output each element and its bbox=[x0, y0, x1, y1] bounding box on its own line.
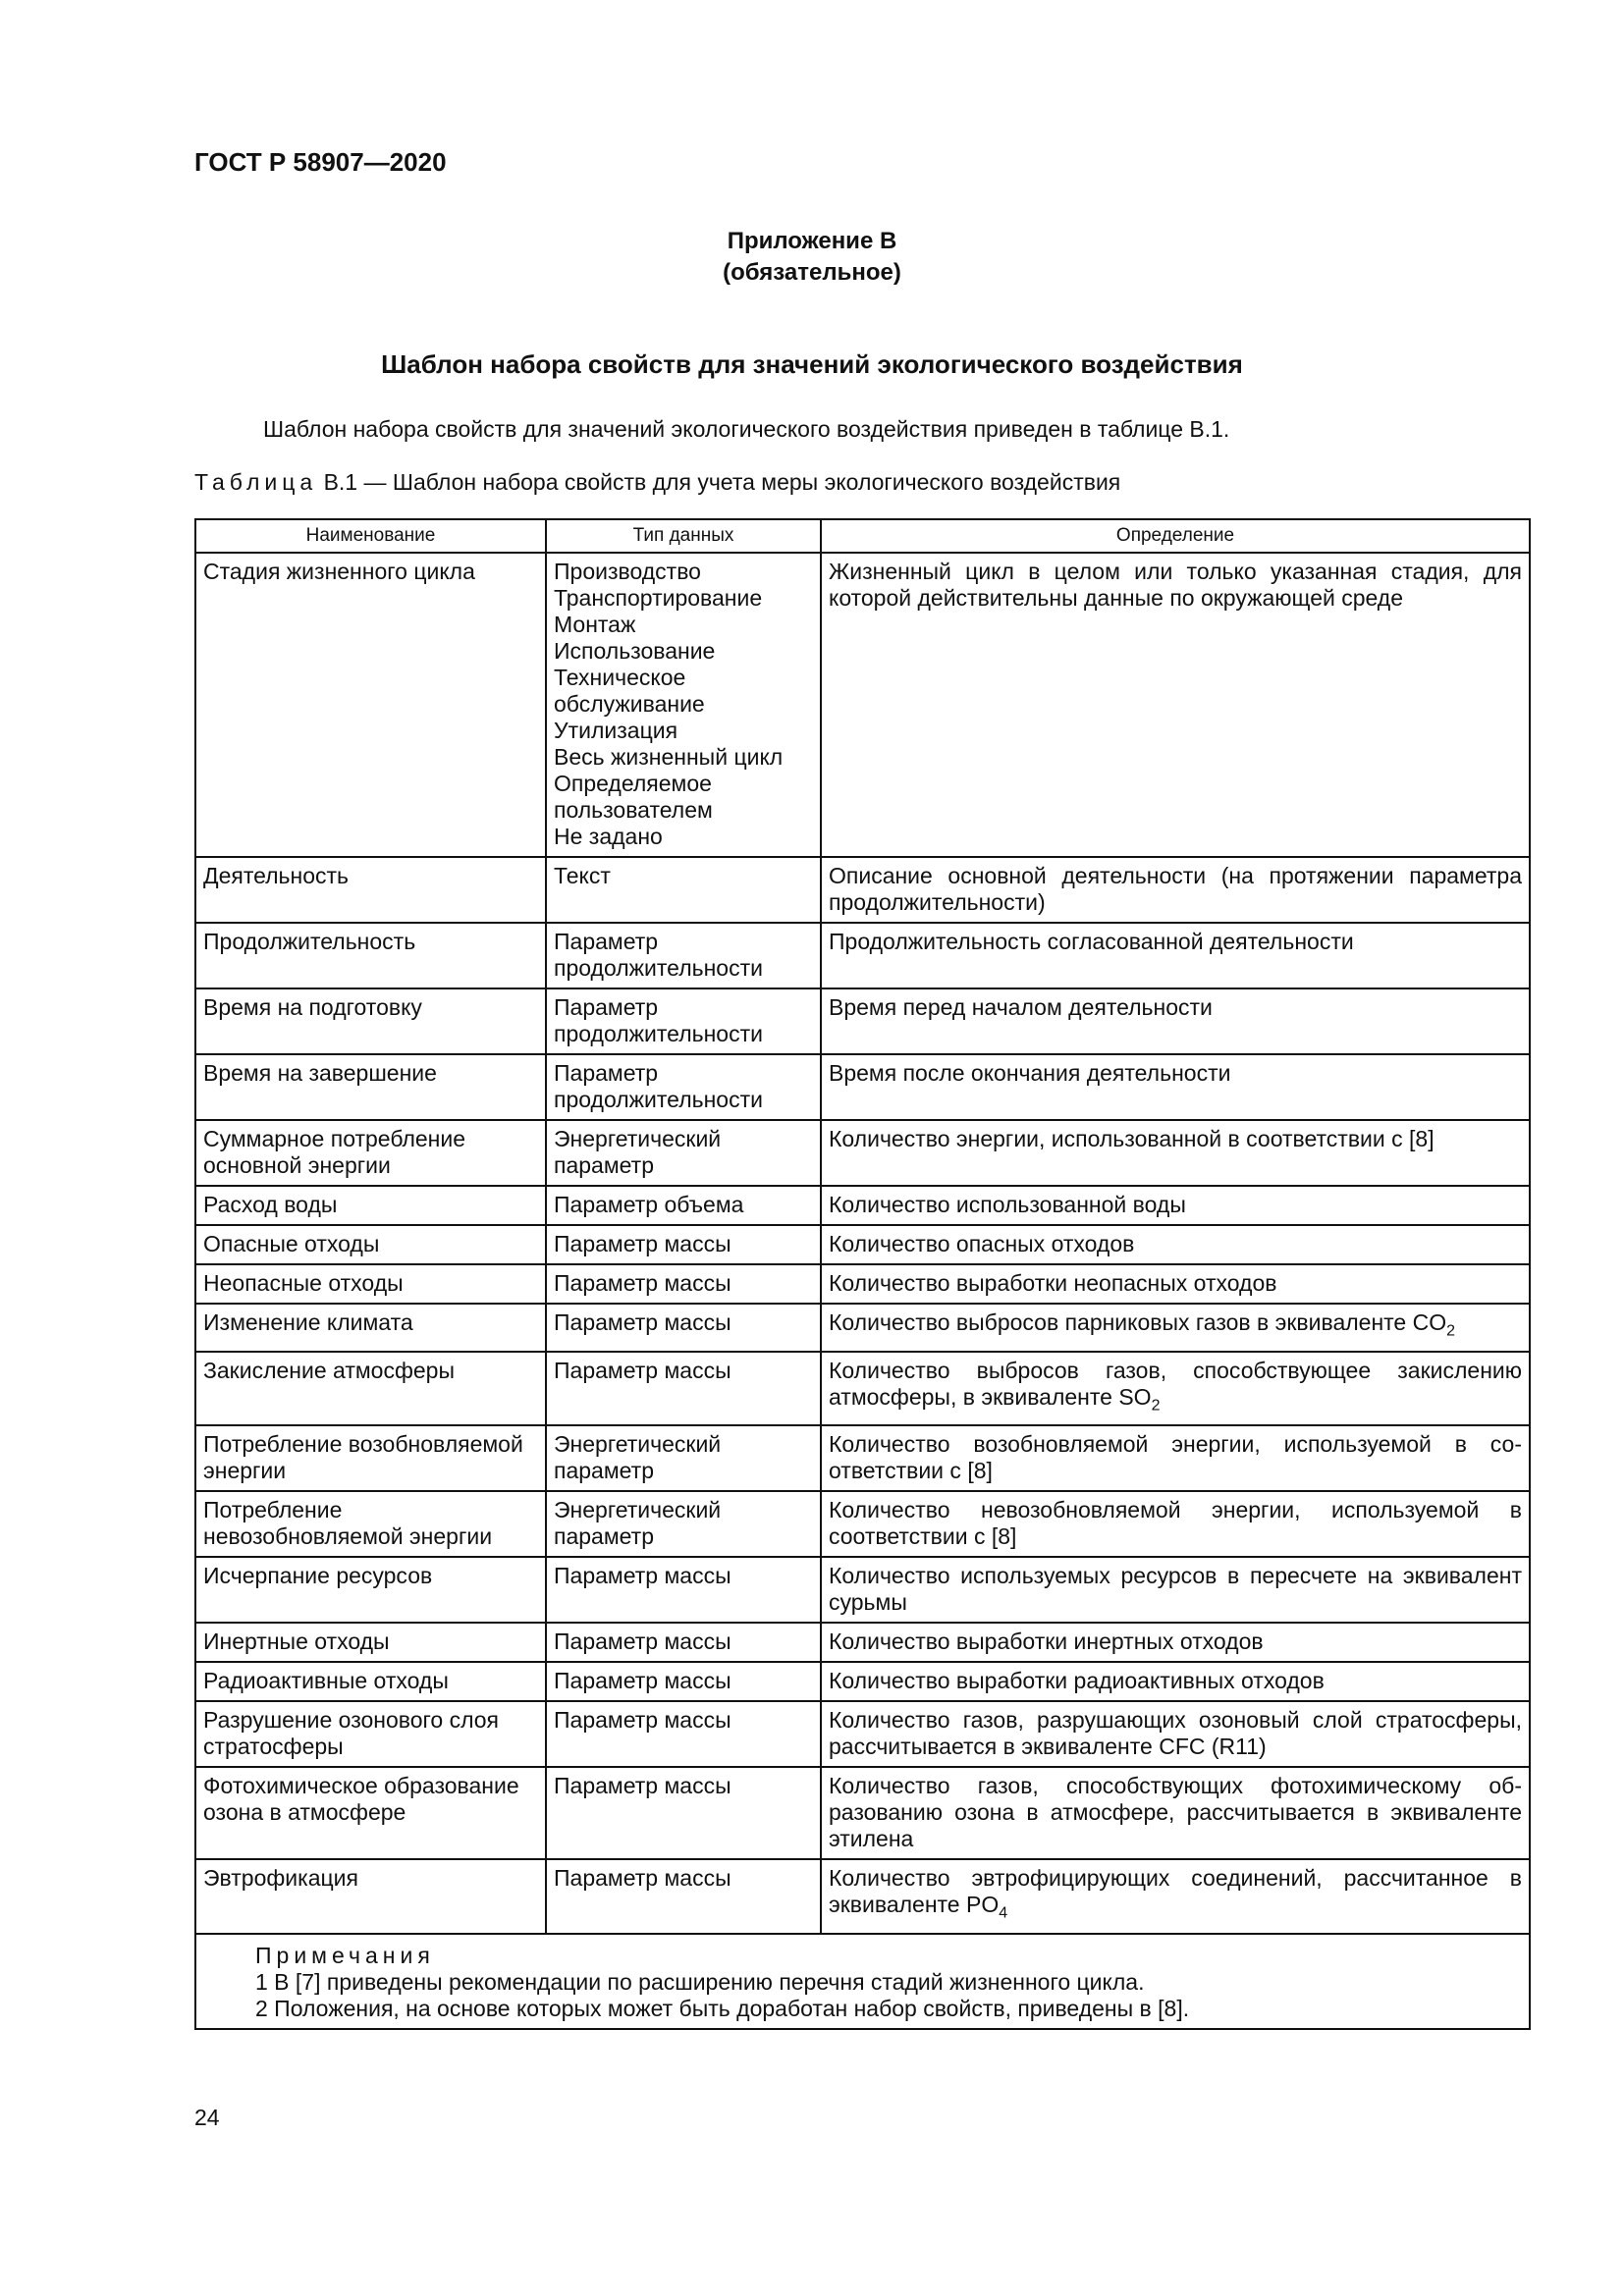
type-line: параметр bbox=[554, 1523, 654, 1550]
table-row bbox=[195, 1425, 1530, 1491]
type-line: Транспортирование bbox=[554, 585, 763, 611]
definition-text: Количество возобновляемой энергии, используемой в соответствии с [8] bbox=[829, 1431, 1522, 1484]
cell-type bbox=[546, 923, 821, 988]
cell-definition bbox=[821, 1225, 1530, 1264]
cell-name: Изменение климата bbox=[195, 1304, 546, 1352]
table-row bbox=[195, 1623, 1530, 1662]
type-line: Параметр массы bbox=[554, 1270, 731, 1296]
cell-definition bbox=[821, 988, 1530, 1054]
cell-type bbox=[546, 1491, 821, 1557]
cell-type bbox=[546, 1186, 821, 1225]
cell-type bbox=[546, 1120, 821, 1186]
table-row bbox=[195, 1304, 1530, 1352]
cell-type bbox=[546, 1557, 821, 1623]
cell-definition bbox=[821, 1304, 1530, 1352]
cell-name: Потребление невозобновляемой энергии bbox=[195, 1491, 546, 1557]
table-row bbox=[195, 1225, 1530, 1264]
type-line: продолжительности bbox=[554, 1021, 763, 1046]
properties-table bbox=[194, 518, 1531, 2030]
type-line: Производство bbox=[554, 559, 701, 584]
notes-row bbox=[195, 1934, 1530, 2029]
definition-text: Количество невозобновляемой энергии, используемой в соответствии с [8] bbox=[829, 1497, 1522, 1550]
definition-text: Время после окончания деятельности bbox=[829, 1060, 1231, 1086]
table-caption bbox=[194, 469, 1120, 496]
type-line: Утилизация bbox=[554, 718, 678, 743]
table-row bbox=[195, 1120, 1530, 1186]
type-line: Параметр объема bbox=[554, 1192, 744, 1217]
cell-name: Инертные отходы bbox=[195, 1623, 546, 1662]
table-row bbox=[195, 1054, 1530, 1120]
cell-type bbox=[546, 1225, 821, 1264]
type-line: Определяемое bbox=[554, 771, 712, 796]
type-line: Параметр массы bbox=[554, 1309, 731, 1335]
notes-cell bbox=[195, 1934, 1530, 2029]
type-line: Текст bbox=[554, 863, 611, 888]
definition-text: Количество используемых ресурсов в пересчете на эквивалент сурьмы bbox=[829, 1563, 1522, 1616]
table-row bbox=[195, 988, 1530, 1054]
type-line: пользователем bbox=[554, 797, 713, 823]
definition-text: Жизненный цикл в целом или только указанная стадия, для которой действительны данные по окружающей среде bbox=[829, 559, 1522, 611]
cell-type bbox=[546, 988, 821, 1054]
type-line: продолжительности bbox=[554, 955, 763, 981]
table-row bbox=[195, 1264, 1530, 1304]
cell-definition bbox=[821, 1352, 1530, 1426]
definition-text: Количество газов, способствующих фотохимическому образованию озона в атмосфере, рассчитывается в эквиваленте этилена bbox=[829, 1773, 1522, 1852]
table-caption-text: В.1 — Шаблон набора свойств для учета меры экологического воздействия bbox=[323, 469, 1121, 495]
cell-name: Неопасные отходы bbox=[195, 1264, 546, 1304]
cell-type bbox=[546, 553, 821, 857]
table-header-row bbox=[195, 519, 1530, 553]
intro-paragraph: Шаблон набора свойств для значений экологического воздействия приведен в таблице В.1. bbox=[263, 416, 1230, 442]
table-row bbox=[195, 1491, 1530, 1557]
cell-type bbox=[546, 1264, 821, 1304]
cell-name: Потребление возобновляемой энергии bbox=[195, 1425, 546, 1491]
cell-definition bbox=[821, 1491, 1530, 1557]
cell-name: Фотохимическое образование озона в атмосфере bbox=[195, 1767, 546, 1859]
appendix-title: Приложение В bbox=[727, 228, 897, 254]
type-line: Весь жизненный цикл bbox=[554, 744, 784, 770]
cell-name: Разрушение озонового слоя стратосферы bbox=[195, 1701, 546, 1767]
cell-type bbox=[546, 1425, 821, 1491]
definition-text: Время перед началом деятельности bbox=[829, 994, 1213, 1020]
cell-name: Радиоактивные отходы bbox=[195, 1662, 546, 1701]
cell-definition bbox=[821, 1767, 1530, 1859]
cell-definition bbox=[821, 1662, 1530, 1701]
cell-definition bbox=[821, 1120, 1530, 1186]
type-line: параметр bbox=[554, 1152, 654, 1178]
type-line: Использование bbox=[554, 638, 716, 664]
type-line: Энергетический bbox=[554, 1126, 722, 1151]
definition-text: Количество выработки неопасных отходов bbox=[829, 1270, 1277, 1296]
cell-definition bbox=[821, 1701, 1530, 1767]
cell-name: Исчерпание ресурсов bbox=[195, 1557, 546, 1623]
table-row bbox=[195, 1662, 1530, 1701]
definition-subscript: 4 bbox=[999, 1904, 1008, 1922]
type-line: Монтаж bbox=[554, 612, 636, 637]
appendix-heading bbox=[0, 226, 1624, 289]
definition-text: Количество опасных отходов bbox=[829, 1231, 1135, 1256]
column-header: Тип данных bbox=[546, 519, 821, 553]
type-line: Параметр bbox=[554, 929, 659, 954]
definition-text: Количество выработки инертных отходов bbox=[829, 1629, 1264, 1655]
type-line: Параметр массы bbox=[554, 1668, 731, 1694]
type-line: Энергетический bbox=[554, 1431, 722, 1458]
notes-title: Примечания bbox=[255, 1942, 435, 1968]
definition-subscript: 2 bbox=[1446, 1322, 1456, 1340]
type-line: Параметр массы bbox=[554, 1357, 731, 1383]
section-title: Шаблон набора свойств для значений экологического воздействия bbox=[381, 349, 1243, 379]
column-header: Наименование bbox=[195, 519, 546, 553]
type-line: Параметр массы bbox=[554, 1773, 731, 1799]
column-header: Определение bbox=[821, 519, 1530, 553]
cell-definition bbox=[821, 1859, 1530, 1934]
cell-name: Деятельность bbox=[195, 857, 546, 923]
table-row bbox=[195, 1352, 1530, 1426]
type-line: Параметр массы bbox=[554, 1865, 731, 1892]
definition-text: Количество выбросов газов, способствующее закислению атмосферы, в эквиваленте SO bbox=[829, 1357, 1522, 1410]
table-row bbox=[195, 1701, 1530, 1767]
cell-type bbox=[546, 1352, 821, 1426]
note-item: 1 В [7] приведены рекомендации по расширению перечня стадий жизненного цикла. bbox=[255, 1968, 1145, 1995]
cell-name: Закисление атмосферы bbox=[195, 1352, 546, 1426]
table-row bbox=[195, 1767, 1530, 1859]
document-code: ГОСТ Р 58907—2020 bbox=[194, 147, 447, 177]
type-line: Параметр массы bbox=[554, 1563, 731, 1589]
appendix-type: (обязательное) bbox=[723, 259, 901, 286]
cell-type bbox=[546, 1623, 821, 1662]
cell-definition bbox=[821, 1186, 1530, 1225]
cell-definition bbox=[821, 1557, 1530, 1623]
table-caption-label: Таблица bbox=[194, 469, 318, 495]
definition-text: Количество использованной воды bbox=[829, 1192, 1186, 1217]
cell-name: Время на завершение bbox=[195, 1054, 546, 1120]
cell-name: Эвтрофикация bbox=[195, 1859, 546, 1934]
table-row bbox=[195, 1557, 1530, 1623]
cell-name: Опасные отходы bbox=[195, 1225, 546, 1264]
type-line: параметр bbox=[554, 1458, 654, 1484]
type-line: Не задано bbox=[554, 824, 663, 849]
definition-subscript: 2 bbox=[1151, 1397, 1161, 1415]
cell-name: Расход воды bbox=[195, 1186, 546, 1225]
cell-type bbox=[546, 1859, 821, 1934]
cell-name: Продолжительность bbox=[195, 923, 546, 988]
definition-text: Количество энергии, использованной в соответствии с [8] bbox=[829, 1126, 1435, 1151]
type-line: Энергетический bbox=[554, 1497, 722, 1523]
cell-type bbox=[546, 1767, 821, 1859]
type-line: Техническое bbox=[554, 665, 686, 690]
cell-name: Суммарное потребление основной энергии bbox=[195, 1120, 546, 1186]
cell-type bbox=[546, 1304, 821, 1352]
type-line: Параметр массы bbox=[554, 1707, 731, 1734]
type-line: Параметр bbox=[554, 1060, 659, 1086]
cell-definition bbox=[821, 553, 1530, 857]
cell-definition bbox=[821, 857, 1530, 923]
type-line: Параметр bbox=[554, 994, 659, 1020]
cell-type bbox=[546, 1662, 821, 1701]
table-row bbox=[195, 1859, 1530, 1934]
table-row bbox=[195, 553, 1530, 857]
type-line: продолжительности bbox=[554, 1087, 763, 1112]
cell-definition bbox=[821, 1425, 1530, 1491]
definition-text: Описание основной деятельности (на протяжении параметра продолжительности) bbox=[829, 863, 1522, 915]
type-line: Параметр массы bbox=[554, 1231, 731, 1256]
cell-type bbox=[546, 1054, 821, 1120]
cell-name: Время на подготовку bbox=[195, 988, 546, 1054]
type-line: обслуживание bbox=[554, 691, 705, 717]
definition-text: Количество выработки радиоактивных отходов bbox=[829, 1668, 1325, 1694]
cell-definition bbox=[821, 1623, 1530, 1662]
cell-definition bbox=[821, 923, 1530, 988]
cell-name: Стадия жизненного цикла bbox=[195, 553, 546, 857]
cell-type bbox=[546, 1701, 821, 1767]
definition-text: Количество эвтрофицирующих соединений, рассчитанное в эквиваленте PO bbox=[829, 1865, 1522, 1918]
cell-type bbox=[546, 857, 821, 923]
type-line: Параметр массы bbox=[554, 1629, 731, 1655]
note-item: 2 Положения, на основе которых может быть доработан набор свойств, приведены в [8]. bbox=[255, 1995, 1190, 2021]
page-number: 24 bbox=[194, 2105, 220, 2130]
cell-definition bbox=[821, 1264, 1530, 1304]
cell-definition bbox=[821, 1054, 1530, 1120]
table-row bbox=[195, 857, 1530, 923]
definition-text: Количество газов, разрушающих озоновый слой стратосферы, рассчитывается в эквиваленте CFC (R11) bbox=[829, 1707, 1522, 1760]
table-row bbox=[195, 923, 1530, 988]
definition-text: Продолжительность согласованной деятельности bbox=[829, 929, 1354, 954]
definition-text: Количество выбросов парниковых газов в эквиваленте CO bbox=[829, 1309, 1447, 1335]
table-row bbox=[195, 1186, 1530, 1225]
